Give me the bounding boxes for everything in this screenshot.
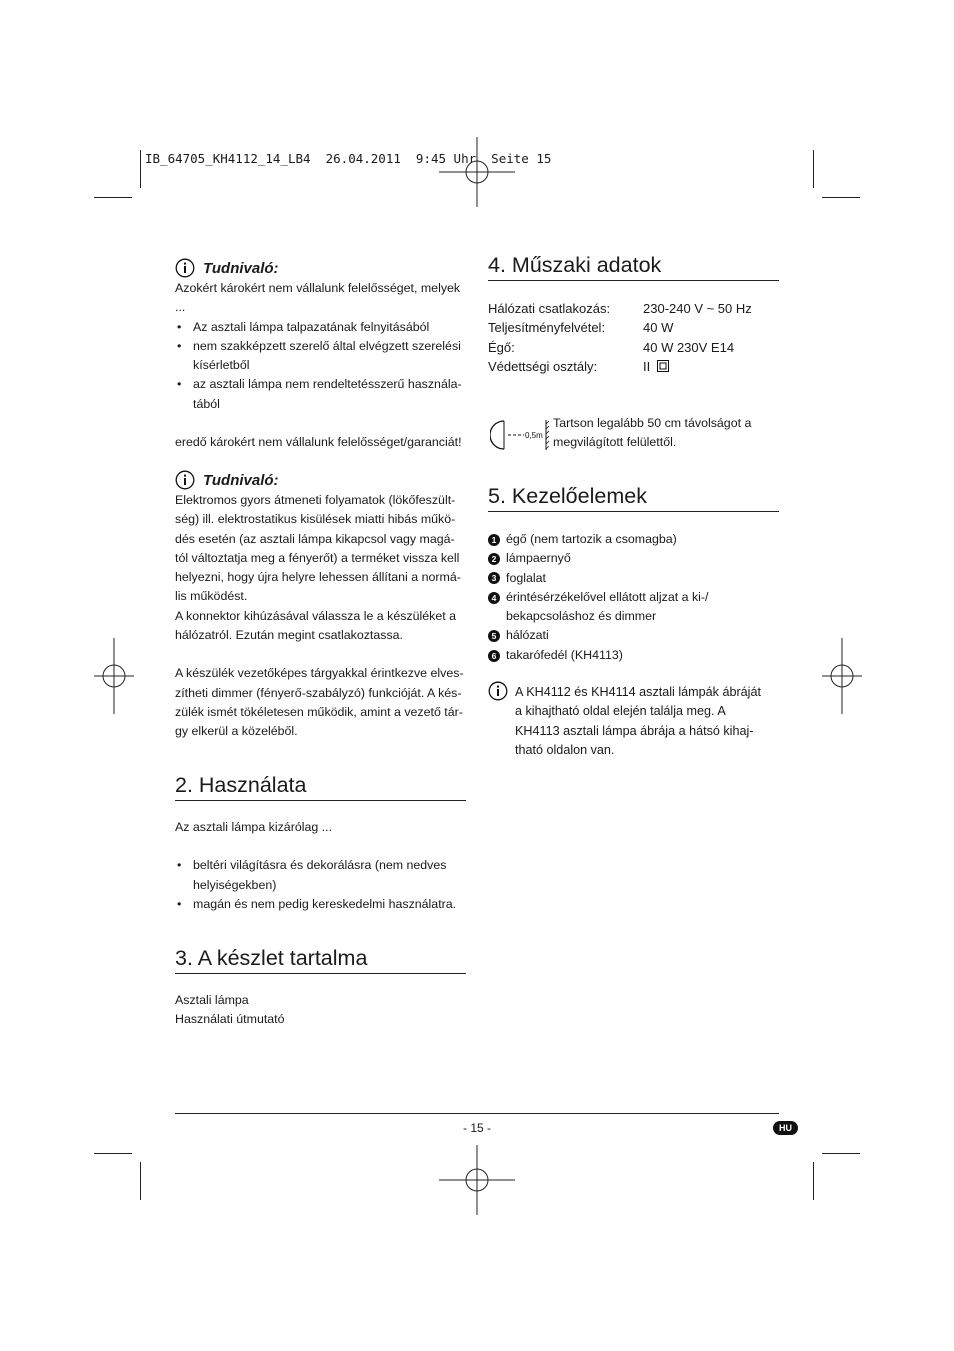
part-label: takarófedél (KH4113) xyxy=(506,647,623,662)
spec-value: 40 W xyxy=(643,320,674,336)
spec-row xyxy=(488,299,780,318)
number-badge: 3 xyxy=(488,572,500,584)
list-item: Asztali lámpa xyxy=(175,993,249,1007)
note-paragraph: A konnektor kihúzásával válassza le a készüléket a hálózatról. Ezután megint csatlakoztassa. xyxy=(175,608,457,643)
page-number: - 15 - xyxy=(462,1121,491,1135)
part-label: hálózati xyxy=(506,628,549,643)
section-title-specs: 4. Műszaki adatok xyxy=(488,253,779,281)
note-outro: eredő károkért nem vállalunk felelősséget/garanciát! xyxy=(175,435,462,450)
list-item: Használati útmutató xyxy=(175,1012,285,1027)
info-icon xyxy=(175,258,195,278)
crop-mark xyxy=(822,197,860,198)
note-body-1 xyxy=(175,279,467,452)
bullet-list xyxy=(175,318,467,414)
number-badge: 5 xyxy=(488,630,500,642)
part-label: foglalat xyxy=(506,570,546,585)
spec-label: Teljesítményfelvétel: xyxy=(488,320,606,336)
print-slug: IB_64705_KH4112_14_LB4 26.04.2011 9:45 Uhr Seite 15 xyxy=(145,151,552,166)
list-item xyxy=(488,646,780,665)
number-badge: 1 xyxy=(488,534,500,546)
spec-row xyxy=(488,357,780,376)
figure-note: A KH4112 és KH4114 asztali lámpák ábráját a kihajtható oldal elején találja meg. A KH4113 asztali lámpa ábrája a hátsó kihaj- tható oldalon van. xyxy=(515,685,761,757)
usage-body xyxy=(175,818,467,914)
note-intro: Azokért károkért nem vállalunk felelősséget, melyek ... xyxy=(175,281,461,315)
crop-mark xyxy=(822,1153,860,1154)
registration-mark xyxy=(822,638,862,714)
list-item: • beltéri világításra és dekorálásra (nem nedves helyiségekben) xyxy=(175,856,467,895)
part-label: érintésérzékelővel ellátott aljzat a ki-/ xyxy=(506,589,709,604)
list-item: • magán és nem pedig kereskedelmi használatra. xyxy=(175,895,467,914)
contents-list xyxy=(175,991,467,1030)
list-item: • Az asztali lámpa talpazatának felnyitásából xyxy=(175,318,467,337)
list-item: • az asztali lámpa nem rendeltetésszerű használa- tából xyxy=(175,375,467,414)
registration-mark xyxy=(439,137,515,207)
note-heading xyxy=(175,470,467,490)
list-item xyxy=(488,588,780,627)
note-block-1 xyxy=(175,258,467,278)
section-title-contents: 3. A készlet tartalma xyxy=(175,946,466,974)
spec-label: Égő: xyxy=(488,339,515,355)
note-paragraph: Elektromos gyors átmeneti folyamatok (lökőfeszült- ség) ill. elektrostatikus kisülések miatti hibás műkö- dés esetén (az asztali lámpa kikapcsol vagy magá- tól változtatja meg a fényerőt) a terméket vissza kell helyezni, hogy újra helyre lehessen állítani a normá- lis működést. xyxy=(175,493,461,604)
part-label-cont: bekapcsoláshoz és dimmer xyxy=(506,609,657,624)
registration-mark xyxy=(94,638,134,714)
list-item xyxy=(488,530,780,549)
protection-class-value: II xyxy=(643,358,651,374)
note-block-2 xyxy=(175,470,467,490)
number-badge: 6 xyxy=(488,650,500,662)
list-item xyxy=(488,549,780,568)
double-insulation-icon xyxy=(657,360,669,372)
number-badge: 2 xyxy=(488,553,500,565)
spec-label: Védettségi osztály: xyxy=(488,358,598,374)
crop-mark xyxy=(813,1162,814,1200)
note-heading xyxy=(175,258,467,278)
spec-value: 230-240 V ~ 50 Hz xyxy=(643,301,752,316)
distance-symbol-icon xyxy=(490,418,550,452)
registration-mark xyxy=(439,1145,515,1215)
note-title: Tudnivaló: xyxy=(203,259,279,277)
list-item: • nem szakképzett szerelő által elvégzett szerelési kísérletből xyxy=(175,337,467,376)
note-title: Tudnivaló: xyxy=(203,471,279,489)
number-badge: 4 xyxy=(488,592,500,604)
section-title-controls: 5. Kezelőelemek xyxy=(488,484,779,512)
bullet-list xyxy=(175,856,467,914)
part-label: lámpaernyő xyxy=(506,551,571,566)
crop-mark xyxy=(813,150,814,188)
part-label: égő (nem tartozik a csomagba) xyxy=(506,532,677,546)
crop-mark xyxy=(94,197,132,198)
crop-mark xyxy=(140,150,141,188)
language-badge: HU xyxy=(773,1121,798,1135)
spec-row xyxy=(488,318,780,337)
info-icon xyxy=(488,681,508,701)
spec-value: 40 W 230V E14 xyxy=(643,339,735,355)
list-item xyxy=(488,569,780,588)
distance-label: 0,5m xyxy=(525,431,543,440)
spec-label: Hálózati csatlakozás: xyxy=(488,301,611,316)
usage-intro: Az asztali lámpa kizárólag ... xyxy=(175,820,333,834)
crop-mark xyxy=(94,1153,132,1154)
distance-note: Tartson legalább 50 cm távolságot a megvilágított felülettől. xyxy=(553,416,752,450)
list-item xyxy=(488,626,780,645)
spec-table xyxy=(488,299,780,376)
info-icon xyxy=(175,470,195,490)
spec-value xyxy=(643,357,669,376)
crop-mark xyxy=(140,1162,141,1200)
parts-list xyxy=(488,530,780,665)
note-paragraph: A készülék vezetőképes tárgyakkal érintkezve elves- zítheti dimmer (fényerő-szabályzó) funkcióját. A kés- zülék ismét tökéletesen működik, amint a vezető tár- gy elkerül a közeléből. xyxy=(175,666,464,739)
note-body-2 xyxy=(175,491,467,742)
spec-row xyxy=(488,338,780,357)
section-title-usage: 2. Használata xyxy=(175,773,466,801)
footer-rule xyxy=(175,1113,779,1114)
